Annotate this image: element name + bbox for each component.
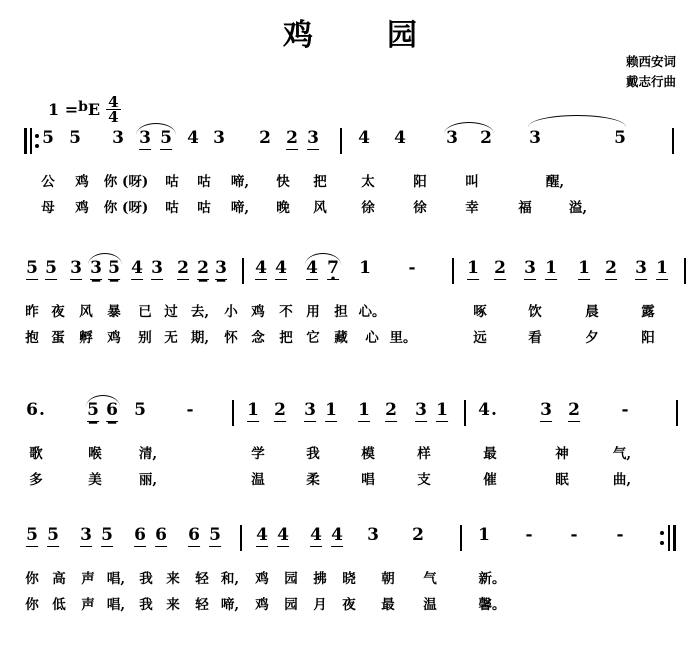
lyric: 模 (361, 446, 375, 462)
lyric-row-verse2 (0, 593, 700, 615)
lyric: 喉 (88, 446, 102, 462)
lyric: 曲, (612, 472, 632, 488)
music-system-2 (0, 258, 700, 346)
key-note: E (87, 100, 101, 120)
note: 1 (436, 400, 448, 420)
lyric: 鸡 (255, 571, 269, 587)
lyric: 轻 (195, 571, 209, 587)
lyric-row-verse1 (0, 170, 700, 192)
lyric: 最 (381, 597, 395, 613)
note: 3 (446, 128, 458, 148)
lyric: 声 (81, 597, 95, 613)
lyric: 心 (365, 330, 379, 346)
barline (460, 525, 462, 551)
note: - (186, 400, 194, 420)
note: 2 (568, 400, 580, 420)
note: 5 (45, 258, 57, 278)
lyric: 气 (423, 571, 437, 587)
page-title: 鸡 园 (283, 18, 439, 53)
lyric: 我 (139, 571, 153, 587)
note: 3 (635, 258, 647, 278)
lyric: 园 (284, 571, 298, 587)
lyric: 柔 (306, 472, 320, 488)
music-system-3 (0, 400, 700, 488)
lyric: 远 (473, 330, 487, 346)
lyric: 高 (52, 571, 66, 587)
lyric: 最 (483, 446, 497, 462)
note: 3 (304, 400, 316, 420)
lyric: 馨。 (478, 597, 506, 613)
slur (136, 123, 176, 135)
lyric: 徐 (413, 200, 427, 216)
lyric: 蛋 (51, 330, 65, 346)
note: 1 (247, 400, 259, 420)
lyric: 拂 (313, 571, 327, 587)
note: 2 (259, 128, 271, 148)
note: 1 (478, 525, 490, 545)
note: 4 (277, 525, 289, 545)
lyric: 鸡 (255, 597, 269, 613)
key-time-signature (48, 95, 121, 125)
note-row (0, 258, 700, 292)
barline (672, 128, 674, 154)
note: 5 (69, 128, 81, 148)
lyric: 看 (528, 330, 542, 346)
note: 2 (494, 258, 506, 278)
note: 4 (131, 258, 143, 278)
lyric: 藏 (334, 330, 348, 346)
lyric: 歌 (29, 446, 43, 462)
note: - (570, 525, 578, 545)
lyric: 咕 (165, 174, 179, 190)
note: 5 (101, 525, 113, 545)
note: 3 (151, 258, 163, 278)
note: 4 (275, 258, 287, 278)
lyric: 去, (190, 304, 210, 320)
note: - (408, 258, 416, 278)
note: 4. (478, 400, 498, 420)
time-denominator: 4 (108, 108, 119, 127)
time-numerator: 4 (108, 93, 119, 111)
note: 5 (209, 525, 221, 545)
note: 5 (614, 128, 626, 148)
note: 7 · (327, 258, 339, 280)
lyric: 神 (555, 446, 569, 462)
note: 2 (605, 258, 617, 278)
lyric: 我 (139, 597, 153, 613)
note: 4 (306, 258, 318, 278)
note: 2 (177, 258, 189, 278)
lyric: 咕 (165, 200, 179, 216)
lyric: 朝 (381, 571, 395, 587)
lyric: 晨 (585, 304, 599, 320)
note: 5 (108, 258, 120, 278)
lyric: 啼, (230, 174, 250, 190)
lyric: 啄 (473, 304, 487, 320)
lyric: 把 (313, 174, 327, 190)
lyric: 学 (251, 446, 265, 462)
lyric: 清, (138, 446, 158, 462)
lyricist: 赖西安词 (625, 54, 676, 69)
note: 1 (325, 400, 337, 420)
lyric: 公 (41, 174, 55, 190)
note: 6. (26, 400, 46, 420)
slur (444, 122, 494, 134)
lyric: 阳 (413, 174, 427, 190)
credits (626, 52, 676, 92)
lyric: 快 (276, 174, 290, 190)
lyric: 鸡 (107, 330, 121, 346)
lyric: 咕 (197, 174, 211, 190)
lyric: 担 (334, 304, 348, 320)
note: 3 (524, 258, 536, 278)
barline (240, 525, 242, 551)
note: 3 (215, 258, 227, 278)
lyric: 和, (220, 571, 240, 587)
lyric: 新。 (478, 571, 506, 587)
lyric: 用 (306, 304, 320, 320)
slur (86, 395, 120, 407)
flat-icon: b (78, 98, 88, 115)
lyric: 你 (呀) (103, 174, 149, 190)
note: 3 (415, 400, 427, 420)
note: 4 (310, 525, 322, 545)
note: 2 (385, 400, 397, 420)
lyric: 阳 (641, 330, 655, 346)
note-row (0, 400, 700, 434)
note: 5 (134, 400, 146, 420)
lyric: 昨 (25, 304, 39, 320)
barline (676, 400, 678, 426)
slur (88, 253, 122, 265)
note: 1 (545, 258, 557, 278)
note: - (621, 400, 629, 420)
lyric: 溢, (568, 200, 588, 216)
note: 5 (87, 400, 99, 420)
lyric: 把 (279, 330, 293, 346)
lyric: 来 (166, 597, 180, 613)
lyric-row-verse1 (0, 442, 700, 464)
lyric-row-verse2 (0, 326, 700, 348)
lyric: 丽, (138, 472, 158, 488)
lyric: 你 (25, 597, 39, 613)
note: 2 (286, 128, 298, 148)
note: 3 (367, 525, 379, 545)
barline (464, 400, 466, 426)
slur (305, 253, 341, 265)
lyric: 啼, (220, 597, 240, 613)
lyric: 风 (313, 200, 327, 216)
lyric: 咕 (197, 200, 211, 216)
lyric-row-verse1 (0, 567, 700, 589)
note: 3 (540, 400, 552, 420)
note: 5 (160, 128, 172, 148)
lyric: 露 (641, 304, 655, 320)
lyric: 怀 (224, 330, 238, 346)
note: 5 (47, 525, 59, 545)
lyric: 唱, (106, 597, 126, 613)
lyric: 醒, (545, 174, 565, 190)
lyric: 美 (88, 472, 102, 488)
note-row (0, 525, 700, 559)
lyric: 叫 (465, 174, 479, 190)
slur (528, 115, 626, 127)
note: 1 (359, 258, 371, 278)
lyric-row-verse1 (0, 300, 700, 322)
lyric: 徐 (361, 200, 375, 216)
key-prefix: 1 = (48, 100, 79, 120)
lyric: 里。 (389, 330, 417, 346)
lyric: 温 (251, 472, 265, 488)
note: 4 (358, 128, 370, 148)
lyric: 鸡 (75, 174, 89, 190)
lyric-row-verse2 (0, 468, 700, 490)
lyric: 幸 (465, 200, 479, 216)
lyric: 期, (190, 330, 210, 346)
lyric: 太 (361, 174, 375, 190)
lyric: 鸡 (251, 304, 265, 320)
note: 5 (42, 128, 54, 148)
note: 4 (331, 525, 343, 545)
note: 6 (155, 525, 167, 545)
note: 3 (529, 128, 541, 148)
note: 1 (467, 258, 479, 278)
lyric: 福 (518, 200, 532, 216)
note: 3 (80, 525, 92, 545)
note: 3 (139, 128, 151, 148)
note: - (525, 525, 533, 545)
note: 4 (256, 525, 268, 545)
note: 3 (70, 258, 82, 278)
note: 6 (106, 400, 118, 420)
barline (452, 258, 454, 284)
lyric: 晚 (276, 200, 290, 216)
lyric: 抱 (25, 330, 39, 346)
lyric: 声 (81, 571, 95, 587)
note: 5 (26, 525, 38, 545)
note-row (0, 128, 700, 162)
lyric: 已 (138, 304, 152, 320)
lyric: 它 (306, 330, 320, 346)
lyric: 唱 (361, 472, 375, 488)
lyric: 轻 (195, 597, 209, 613)
note: 6 (188, 525, 200, 545)
note: 3 (307, 128, 319, 148)
lyric: 气, (612, 446, 632, 462)
music-system-4 (0, 525, 700, 613)
lyric: 你 (呀) (103, 200, 149, 216)
barline (232, 400, 234, 426)
note: 2 (412, 525, 424, 545)
note: 2 (480, 128, 492, 148)
lyric: 夜 (342, 597, 356, 613)
barline (340, 128, 342, 154)
lyric: 晓 (342, 571, 356, 587)
lyric: 心。 (358, 304, 386, 320)
note: 1 (358, 400, 370, 420)
lyric: 鸡 (75, 200, 89, 216)
note: 1 (656, 258, 668, 278)
note: 2 (274, 400, 286, 420)
note: 3 (213, 128, 225, 148)
lyric: 催 (483, 472, 497, 488)
lyric: 母 (41, 200, 55, 216)
lyric: 眠 (555, 472, 569, 488)
note: 6 (134, 525, 146, 545)
note: 1 (578, 258, 590, 278)
lyric: 风 (79, 304, 93, 320)
lyric-row-verse2 (0, 196, 700, 218)
lyric: 小 (224, 304, 238, 320)
note: 3 (112, 128, 124, 148)
lyric: 温 (423, 597, 437, 613)
note: 4 (187, 128, 199, 148)
lyric: 支 (417, 472, 431, 488)
lyric: 月 (313, 597, 327, 613)
lyric: 样 (417, 446, 431, 462)
lyric: 别 (138, 330, 152, 346)
note: 5 (26, 258, 38, 278)
lyric: 我 (306, 446, 320, 462)
lyric: 夕 (585, 330, 599, 346)
lyric: 暴 (107, 304, 121, 320)
lyric: 你 (25, 571, 39, 587)
lyric: 多 (29, 472, 43, 488)
note: 2 (197, 258, 209, 278)
lyric: 啼, (230, 200, 250, 216)
music-system-1 (0, 128, 700, 216)
lyric: 孵 (79, 330, 93, 346)
lyric: 念 (251, 330, 265, 346)
note: 4 (255, 258, 267, 278)
lyric: 唱, (106, 571, 126, 587)
note: 3 (90, 258, 102, 278)
barline (242, 258, 244, 284)
lyric: 无 (164, 330, 178, 346)
note: 4 (394, 128, 406, 148)
lyric: 低 (52, 597, 66, 613)
lyric: 来 (166, 571, 180, 587)
time-signature (106, 95, 120, 125)
lyric: 不 (279, 304, 293, 320)
note: - (616, 525, 624, 545)
barline (684, 258, 686, 284)
lyric: 过 (164, 304, 178, 320)
lyric: 夜 (51, 304, 65, 320)
lyric: 饮 (528, 304, 542, 320)
composer: 戴志行曲 (625, 74, 676, 89)
lyric: 园 (284, 597, 298, 613)
